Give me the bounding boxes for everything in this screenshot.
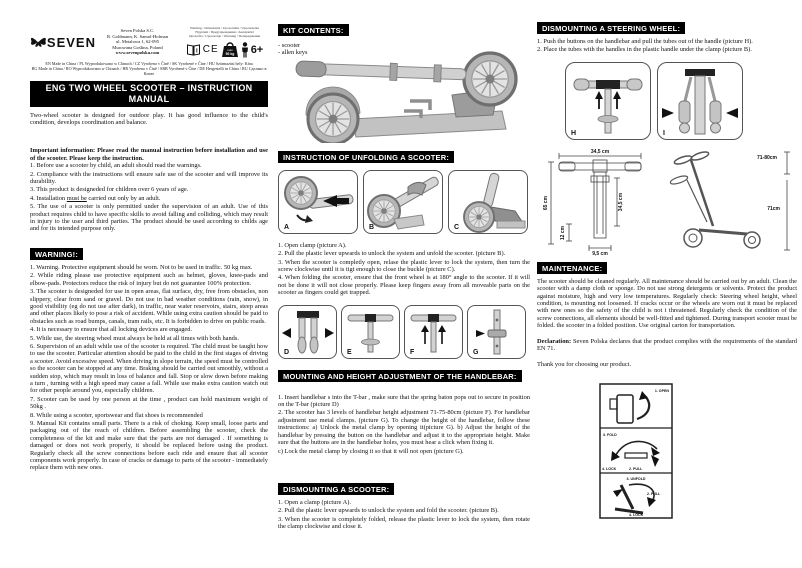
header-certifications: [181, 26, 268, 58]
dismounting-steering-steps: [537, 38, 797, 54]
warning-item: 8. While using a scooter, sportswear and flat shoes is recommended: [30, 411, 203, 419]
important-item: 5. The use of a scooter is only permitted under the supervision of an adult. Use of this product requires child to have specific skills to avoid falling and colliding, which may result in injury to the user and third parties. The product should be used according to childs age and for its intended purpose only.: [30, 203, 268, 233]
picture-H-art: [566, 63, 650, 139]
kit-item: - allen keys: [278, 49, 308, 57]
picture-B: B: [363, 170, 443, 234]
warning-item: 1. Warning. Protective equipment should be worn. Not to be used in traffic. 50 kg max.: [30, 263, 253, 271]
unfolding-step: 4. When folding the scooter, ensure that the front wheel is at 180° angle to the scooter. If it will not be done it will not close properly. Please keep fingers away from all moveable parts on the scooter as fingers could get trapped.: [278, 274, 530, 297]
important-info-heading: Important information: Please read the manual instruction before installation and use of the scooter. Please keep the instruction.: [30, 147, 268, 162]
dim-overall-height: 71cm: [767, 205, 780, 212]
main-title-banner: ENG TWO WHEEL SCOOTER – INSTRUCTION MANUAL: [30, 81, 268, 107]
picture-E: E: [341, 305, 400, 359]
intro-paragraph: Two-wheel scooter is designed for outdoor play. It has good influence to the child's condition, develops coordination and balance.: [30, 111, 268, 127]
fold-unfold-diagram: [599, 383, 673, 519]
important-item: 2. Compliance with the instructions will ensure safe use of the scooter and will improve its durability.: [30, 170, 268, 186]
unfolding-banner: INSTRUCTION OF UNFOLDING A SCOOTER:: [278, 151, 454, 163]
butterfly-logo-icon: [30, 32, 47, 52]
important-item: 3. This product is designeded for children over 6 years of age.: [30, 186, 189, 194]
ce-mark: CE: [202, 44, 219, 56]
mounting-steps: [278, 394, 530, 455]
picture-B-art: [364, 171, 442, 233]
svg-text:i: i: [195, 48, 198, 55]
picture-F: F: [404, 305, 463, 359]
dismounting-steering-step: 2. Place the tubes with the handles in the plastic handle under the clamp (picture B).: [537, 46, 752, 54]
kit-contents-banner: KIT CONTENTS:: [278, 24, 349, 36]
dim-handlebar-range: 71-80cm: [756, 154, 777, 161]
picture-I-art: [658, 63, 742, 139]
dim-left-height: 65 cm: [543, 195, 549, 210]
address-line: R. Goldmann, K. Samol-Hofman: [107, 33, 168, 39]
dismounting-steering-banner: DISMOUNTING A STEERING WHEEL:: [537, 22, 685, 34]
warning-item: 2. While riding please use protective equipment such as helmet, gloves, knee-pads and elbow-pads. Protectors reduce the risk of injury but do not guarantee 100% protection.: [30, 272, 268, 287]
unfolding-step: 3. When the scooter is completly open, relase the plastic lever to lock the system, then turn the screw clockwise until it is tigt enough to close the buckle (picture C).: [278, 258, 530, 274]
dismounting-scooter-steps: [278, 499, 530, 531]
picture-I: I: [657, 62, 743, 140]
fold-label-open: 1. OPEN: [654, 388, 669, 393]
company-address: [96, 28, 179, 56]
fold-label-pull-2: 2. PULL: [647, 491, 661, 496]
fold-label-pull: 2. PULL: [629, 466, 643, 471]
brand-logo: [30, 32, 96, 52]
warning-item: 5. While use, the steering wheel must always be held at all times with both hands.: [30, 334, 239, 342]
warning-item: 3. The scooter is designeded for use in open areas, flat surface, dry, free from obstacles, non slippery, clear from sand or gravel. Do not use in bad weather conditions (rain, snow), in good visibility (eg do not use after dark), in traffic, near water reservoirs, stairs, steep areas and other places likely to pose a risk of accident. While using extra caution should be paid to obstacles such as road bumps, canals, tram rails, etc. It is forbidden to drive on public roads.: [30, 288, 268, 325]
mounting-banner: MOUNTING AND HEIGHT ADJUSTMENT OF THE HANDLEBAR:: [278, 370, 522, 382]
warning-item: 7. Scooter can be used by one person at the time , product can hold maximum weight of 50kg .: [30, 395, 268, 411]
mounting-step: 1. Insert handlebar s into the T-bar , make sure that the spring baton pops out to secure in position on the T-bar (picture D): [278, 393, 530, 409]
age-person-icon: [241, 42, 249, 58]
important-info-list: [30, 162, 268, 233]
address-line: Seven Polska S.C.: [120, 28, 155, 33]
dim-top-width: 34,5 cm: [590, 148, 610, 155]
warning-item: 4. It is necessary to ensure that all locking devices are engaged.: [30, 326, 193, 334]
unfolding-step: 1. Open clamp (picture A).: [278, 241, 347, 249]
left-column: [30, 0, 268, 473]
mounting-step: 2. The scooter has 3 levels of handlebar height adjustment 71-75-80cm (picture F). For handlebar adjustment use metal clamps. (picture G). To change the height of the handlebar, follow these instructions: a) Unlock the metal clamp by opening it(picture G). b) Adjust the height of the handlebar by pressing the button on the handlebar and adjust it to the appropriate height. Make sure that the buttons are in the handlebar holes, you must hear a click when fixing it.: [278, 409, 530, 447]
dim-bottom-width: 9,5 cm: [592, 250, 608, 256]
folded-scooter-image: [294, 43, 529, 143]
picture-G: G: [467, 305, 526, 359]
right-column: [537, 0, 797, 519]
address-line: Murowana Goślina, Poland: [112, 44, 163, 50]
fold-label-fold: 3. FOLD: [603, 432, 617, 437]
manual-book-icon: [186, 43, 201, 57]
made-in-lines: EN Made in China / PL Wyprodukowano w Chinach / CZ Vyrobeno v Číně / SK Vyrobené v Číne / HU Származási hely: Kína BG Made in China / RO Wyprodukowano w Chinach / HR Vyrobeno v Číně / SRB Vyrobené v Číne / DE Hergestellt in China / RU Сделано в Китае: [31, 60, 267, 76]
dim-lower-left: 12 cm: [560, 225, 566, 240]
dim-inner-height: 34,5 cm: [618, 192, 624, 211]
important-item: 4. Installation must be carried out only by an adult.: [30, 194, 161, 202]
age-label: 6+: [250, 43, 264, 56]
important-item: 1. Before use a scooter by child, an adult should read the warnings.: [30, 162, 202, 170]
picture-H: H: [565, 62, 651, 140]
header: [30, 26, 268, 58]
svg-text:max: max: [226, 47, 233, 52]
fold-label-lock: 4. LOCK: [602, 466, 617, 471]
unfolding-pictures: [278, 170, 530, 234]
unfolding-steps: [278, 242, 530, 297]
kit-item: - scooter: [278, 42, 301, 49]
company-website: www.sevenpolska.com: [115, 50, 160, 56]
picture-A: A: [278, 170, 358, 234]
warning-banner: WARNING!:: [30, 248, 83, 260]
picture-C: C: [448, 170, 528, 234]
fold-label-unfold: 3. UNFOLD: [626, 476, 646, 481]
unfolding-step: 2. Pull the plastic lever upwards to unlock the system and unfold the scooter. (picture B).: [278, 250, 506, 258]
multilang-warning: Warning / Ostrzeżenia / Upozornění / Upozornenia Figyelem / Предупреждения / Atenționări Opozorila / Upozorenja / Warnung / Попередження: [189, 26, 260, 39]
maintenance-banner: MAINTENANCE:: [537, 262, 607, 274]
picture-D: D: [278, 305, 337, 359]
address-line: ul. Metalowa 1, 62-095: [116, 39, 159, 45]
warning-item: 9. Manual Kit contains small parts. There is a risk of choking. Keep small, loose parts and packaging out of the reach of children. Before assembling the scooter, check the completeness of the kit and make sure that the parts are not damaged . If something is damaged or does not work properly, it should be replaced before using the product. Regularly check all the screw connections before each ride and ensure that all scooter components work properly. In case of cracks or damage to parts of the scooter - immediately replace them with new ones.: [30, 420, 268, 472]
svg-text:50 kg: 50 kg: [225, 51, 235, 56]
closing-line: Thank you for choosing our product.: [537, 361, 632, 369]
fold-label-lock-2: 4. LOCK: [629, 512, 644, 517]
middle-column: [278, 0, 530, 532]
warning-item: 6. Supervision of an adult while use of the scooter is required. The child must be taught how to use the scooter. Particular attention should be paid to the child in the first stages of driving a scooter. Avoid excessive speed. When driving in slope terrain, the speed must be controlled so the scooter can be stopped at any time. Braking should be carried out smoothly, without a sudden stop, which may result in loss of balance and fall. Stop or slow down before making a turn , turning with a high speed may cause a fall. While use make extra caution watch out for other people around you, especially children.: [30, 342, 268, 395]
maintenance-text: The scooter should be cleaned regularly. All maintenance should be carried out by an adult. Clean the scooter with a damp cloth or sponge. Do not use strong detergents or solvents. Protect the product against moisture, high and very low temperatures. Regularly check: Steering wheel height, wheel condition, is mounting not loosened. If cracks occur or the wheels are worn out it must be replaced with new ones so the safety of the child is not i threatened. Regularly check the condition of the screw connections, all elements should be well-fitted and tightened. During transport scooter must be folded. the scooter in a folded position. Use original carton for transportation.: [537, 277, 797, 330]
mounting-pictures: [278, 305, 530, 359]
mounting-step: c) Lock the metal clamp by closing it so that it will not open (picture G).: [278, 447, 464, 455]
dismounting-scooter-banner: DISMOUNTING A SCOOTER:: [278, 483, 394, 495]
declaration: Declaration: Seven Polska declares that the product complies with the requirements of the standard EN 71.: [537, 337, 797, 353]
picture-A-art: [279, 171, 357, 233]
dimensions-diagram: [537, 146, 795, 256]
steering-pictures: [565, 62, 797, 140]
dismounting-scooter-step: 2. Pull the plastic lever upwards to unlock the system and fold the scooter. (picture B).: [278, 507, 499, 515]
certification-icons: [181, 42, 268, 58]
dismounting-steering-step: 1. Push the buttons on the handlebar and pull the tubes out of the handle (picture H).: [537, 38, 753, 45]
dismounting-scooter-step: 1. Open a clamp (picture A).: [278, 498, 351, 506]
dismounting-scooter-step: 3. When the scooter is completely folded, release the plastic lever to lock the system, then rotate the clamp clockwise and close it.: [278, 515, 530, 531]
declaration-label: Declaration:: [537, 337, 572, 345]
max-weight-icon: [221, 42, 239, 58]
brand-name: SEVEN: [46, 34, 96, 50]
warning-list: [30, 264, 268, 472]
picture-C-art: [449, 171, 527, 233]
